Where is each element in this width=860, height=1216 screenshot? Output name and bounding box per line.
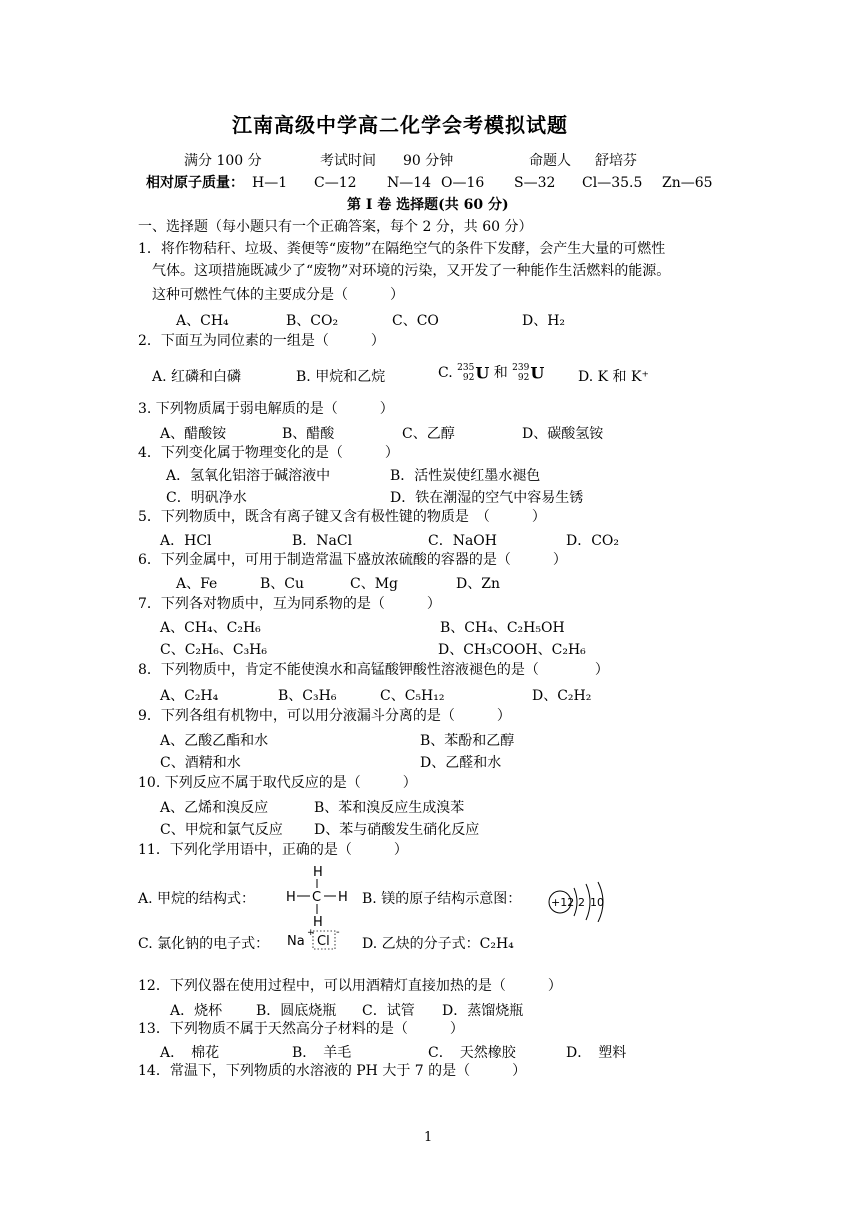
q11-option-c[interactable]: C. 氯化钠的电子式：: [138, 936, 270, 952]
q10-option-a[interactable]: A、乙烯和溴反应: [160, 800, 269, 816]
q5-stem: 5．下列物质中，既含有离子键又含有极性键的物质是 （ ）: [138, 509, 546, 525]
q2-option-d[interactable]: D. K 和 K⁺: [578, 369, 649, 385]
isotope-a-number: 92: [462, 373, 475, 383]
methane-c: C: [312, 890, 322, 905]
section-instructions: 一、选择题（每小题只有一个正确答案，每个 2 分，共 60 分）: [138, 219, 533, 235]
page-number: 1: [424, 1130, 433, 1145]
isotope-b-mass: 239: [512, 363, 530, 373]
q9-option-b[interactable]: B、苯酚和乙醇: [420, 733, 515, 749]
isotope-a-mass: 235: [457, 363, 475, 373]
q11-option-b[interactable]: B. 镁的原子结构示意图：: [362, 891, 522, 907]
q1-option-a[interactable]: A、CH₄: [176, 313, 229, 329]
q6-option-d[interactable]: D、Zn: [456, 576, 500, 592]
q3-option-c[interactable]: C、乙醇: [402, 426, 455, 442]
q6-option-b[interactable]: B、Cu: [260, 576, 305, 592]
atomic-mass-cl: Cl—35.5: [582, 175, 643, 191]
q12-option-d[interactable]: D．蒸馏烧瓶: [442, 1003, 524, 1019]
mg-shell-2: 10: [590, 896, 604, 909]
q2-option-c-label: C.: [438, 365, 453, 381]
q2-option-c-and: 和: [493, 365, 508, 381]
atomic-mass-c: C—12: [314, 175, 357, 191]
q3-option-d[interactable]: D、碳酸氢铵: [522, 426, 604, 442]
methane-h-left: H: [286, 890, 296, 905]
atomic-mass-label: 相对原子质量：: [146, 175, 244, 191]
section-title: 第 I 卷 选择题(共 60 分): [347, 197, 509, 213]
q8-option-c[interactable]: C、C₅H₁₂: [380, 688, 445, 704]
q11-stem: 11．下列化学用语中，正确的是（ ）: [138, 842, 408, 858]
methane-h-bottom: H: [313, 915, 323, 930]
q1-line2: 气体。这项措施既减少了“废物”对环境的污染，又开发了一种能作生活燃料的能源。: [152, 263, 671, 279]
isotope-u235: [457, 363, 489, 383]
atomic-mass-n: N—14: [387, 175, 432, 191]
q12-option-c[interactable]: C．试管: [362, 1003, 415, 1019]
nacl-na-charge: +: [307, 928, 315, 938]
q1-line1: 1．将作物秸秆、垃圾、粪便等“废物”在隔绝空气的条件下发酵，会产生大量的可燃性: [138, 241, 666, 257]
q10-option-b[interactable]: B、苯和溴反应生成溴苯: [314, 800, 465, 816]
exam-title: 江南高级中学高二化学会考模拟试题: [232, 113, 568, 137]
q2-stem: 2．下面互为同位素的一组是（ ）: [138, 333, 385, 349]
q1-option-b[interactable]: B、CO₂: [286, 313, 339, 329]
q1-option-d[interactable]: D、H₂: [522, 313, 566, 329]
q4-stem: 4．下列变化属于物理变化的是（ ）: [138, 445, 399, 461]
q4-option-a[interactable]: A．氢氧化铝溶于碱溶液中: [166, 468, 331, 484]
atomic-mass-s: S—32: [514, 175, 556, 191]
q9-option-c[interactable]: C、酒精和水: [160, 755, 241, 771]
q2-option-b[interactable]: B. 甲烷和乙烷: [296, 369, 386, 385]
exam-time-value: 90 分钟: [403, 153, 454, 169]
q13-option-d[interactable]: D． 塑料: [566, 1045, 627, 1061]
mg-shell-1: 2: [578, 896, 585, 909]
q2-option-a[interactable]: A. 红磷和白磷: [152, 369, 242, 385]
isotope-u239: [512, 363, 544, 383]
methane-h-top: H: [313, 865, 323, 880]
isotope-b-symbol: U: [530, 363, 545, 383]
q11-option-a[interactable]: A. 甲烷的结构式：: [138, 891, 256, 907]
q13-option-b[interactable]: B． 羊毛: [292, 1045, 352, 1061]
q5-option-c[interactable]: C．NaOH: [428, 533, 497, 549]
q10-stem: 10. 下列反应不属于取代反应的是（ ）: [138, 775, 417, 791]
mg-shell-arc-1: [574, 888, 577, 916]
q9-stem: 9．下列各组有机物中，可以用分液漏斗分离的是（ ）: [138, 708, 511, 724]
q2-option-c[interactable]: [438, 362, 544, 388]
q12-stem: 12．下列仪器在使用过程中，可以用酒精灯直接加热的是（ ）: [138, 978, 562, 994]
q13-stem: 13．下列物质不属于天然高分子材料的是（ ）: [138, 1021, 464, 1037]
exam-time-label: 考试时间: [320, 153, 376, 169]
q12-option-a[interactable]: A．烧杯: [170, 1003, 223, 1019]
q3-option-a[interactable]: A、醋酸铵: [160, 426, 227, 442]
q11-option-d[interactable]: D. 乙炔的分子式：C₂H₄: [362, 936, 514, 952]
q8-stem: 8．下列物质中，肯定不能使溴水和高锰酸钾酸性溶液褪色的是（ ）: [138, 662, 609, 678]
q7-option-b[interactable]: B、CH₄、C₂H₅OH: [440, 620, 565, 636]
q8-option-b[interactable]: B、C₃H₆: [278, 688, 337, 704]
q1-option-c[interactable]: C、CO: [392, 313, 439, 329]
q3-option-b[interactable]: B、醋酸: [282, 426, 335, 442]
author-name: 舒培芬: [595, 153, 637, 169]
q4-option-b[interactable]: B．活性炭使红墨水褪色: [390, 468, 541, 484]
q12-option-b[interactable]: B．圆底烧瓶: [256, 1003, 337, 1019]
q5-option-a[interactable]: A．HCl: [160, 533, 212, 549]
q8-option-a[interactable]: A、C₂H₄: [160, 688, 219, 704]
q7-option-c[interactable]: C、C₂H₆、C₃H₆: [160, 642, 268, 658]
nacl-cl: Cl: [317, 934, 330, 949]
author-label: 命题人: [529, 153, 571, 169]
nacl-electron-formula: [286, 924, 342, 954]
q10-option-c[interactable]: C、甲烷和氯气反应: [160, 822, 283, 838]
isotope-b-number: 92: [517, 373, 530, 383]
atomic-mass-o: O—16: [441, 175, 485, 191]
q8-option-d[interactable]: D、C₂H₂: [532, 688, 592, 704]
atomic-mass-zn: Zn—65: [662, 175, 713, 191]
q6-option-a[interactable]: A、Fe: [176, 576, 218, 592]
q13-option-a[interactable]: A． 棉花: [160, 1045, 220, 1061]
q3-stem: 3. 下列物质属于弱电解质的是（ ）: [138, 401, 394, 417]
atomic-mass-h: H—1: [252, 175, 288, 191]
q7-option-d[interactable]: D、CH₃COOH、C₂H₆: [438, 642, 586, 658]
q7-option-a[interactable]: A、CH₄、C₂H₆: [160, 620, 261, 636]
q14-stem: 14．常温下，下列物质的水溶液的 PH 大于 7 的是（ ）: [138, 1063, 527, 1079]
q5-option-d[interactable]: D．CO₂: [566, 533, 620, 549]
q4-option-d[interactable]: D．铁在潮湿的空气中容易生锈: [390, 490, 584, 506]
q10-option-d[interactable]: D、苯与硝酸发生硝化反应: [314, 822, 480, 838]
q9-option-a[interactable]: A、乙酸乙酯和水: [160, 733, 269, 749]
nacl-cl-charge: -: [336, 927, 340, 938]
q9-option-d[interactable]: D、乙醛和水: [420, 755, 502, 771]
methane-structure-diagram: [282, 862, 352, 932]
methane-h-right: H: [338, 890, 348, 905]
isotope-a-symbol: U: [475, 363, 490, 383]
q13-option-c[interactable]: C． 天然橡胶: [428, 1045, 516, 1061]
mg-atom-diagram: [546, 878, 610, 922]
nacl-na: Na: [287, 934, 305, 949]
full-score: 满分 100 分: [184, 153, 262, 169]
q6-stem: 6．下列金属中，可用于制造常温下盛放浓硫酸的容器的是（ ）: [138, 552, 567, 568]
q4-option-c[interactable]: C．明矾净水: [166, 490, 247, 506]
q6-option-c[interactable]: C、Mg: [350, 576, 399, 592]
q1-line3: 这种可燃性气体的主要成分是（ ）: [152, 287, 404, 303]
q7-stem: 7．下列各对物质中，互为同系物的是（ ）: [138, 596, 441, 612]
mg-nucleus-charge: +12: [551, 896, 575, 909]
q5-option-b[interactable]: B．NaCl: [292, 533, 353, 549]
